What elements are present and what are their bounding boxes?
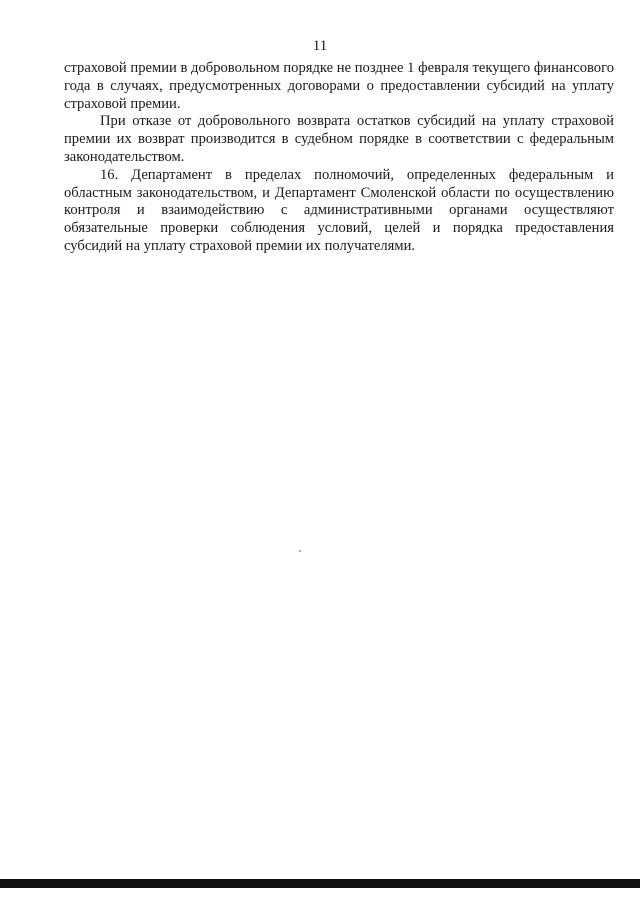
paragraph-refusal-return: При отказе от добровольного возврата остатков субсидий на уплату страховой премии их возврат производится в судебном порядке в соответствии с федеральным законодательством. — [64, 113, 614, 165]
page-number: 11 — [312, 38, 328, 54]
paragraph-item-16: 16. Департамент в пределах полномочий, определенных федеральным и областным законодательством, и Департамент Смоленской области по осуществлению контроля и взаимодействию с административными органами осуществляют обязательные проверки соблюдения условий, целей и порядка предоставления субсидий на уплату страховой премии их получателями. — [64, 166, 614, 254]
document-body — [64, 60, 614, 256]
scan-speck — [299, 550, 301, 552]
paragraph-continuation: страховой премии в добровольном порядке не позднее 1 февраля текущего финансового года в случаях, предусмотренных договорами о предоставлении субсидий на уплату страховой премии. — [64, 60, 614, 112]
scan-edge-bar — [0, 879, 640, 888]
